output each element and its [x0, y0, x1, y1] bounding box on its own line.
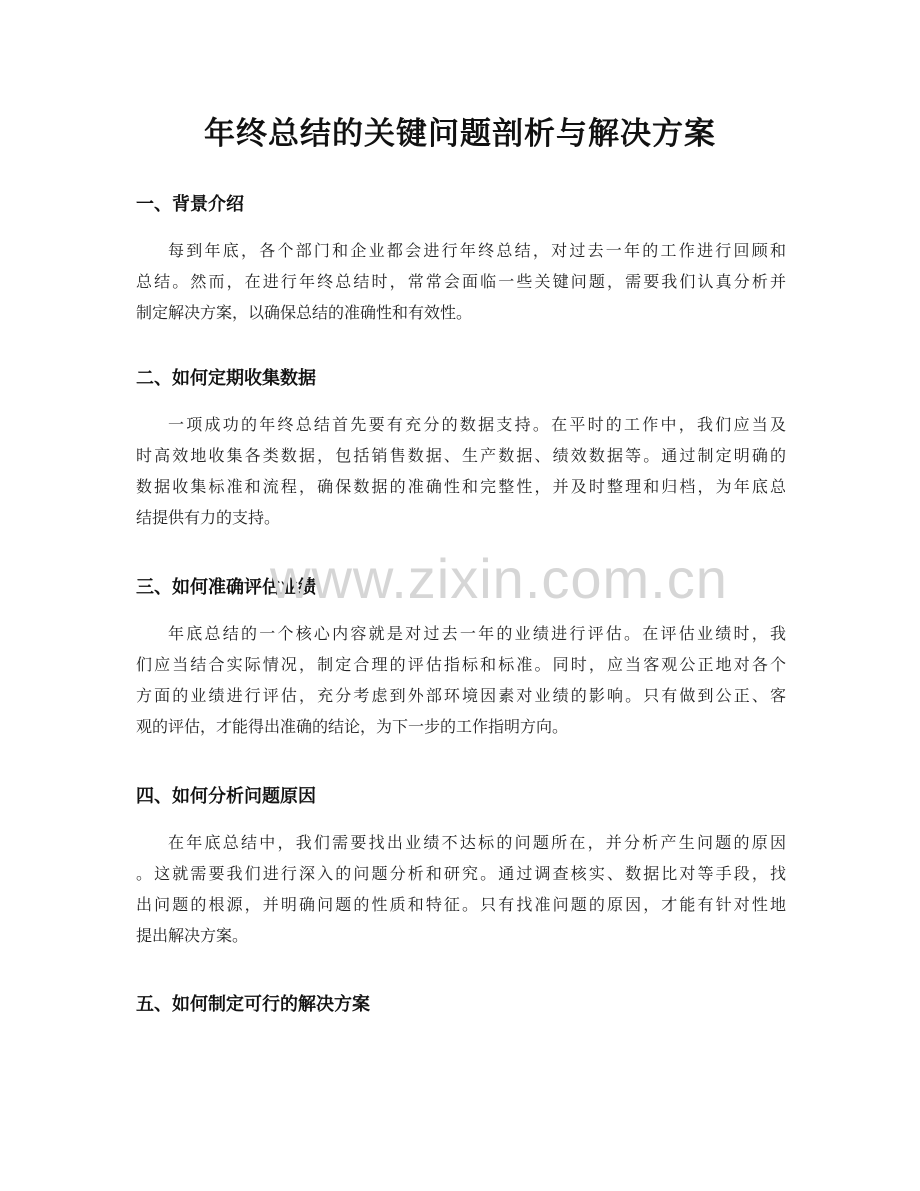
paragraph-line: 在年底总结中，我们需要找出业绩不达标的问题所在，并分析产生问题的原因: [168, 833, 786, 852]
section-paragraph-root-cause: [136, 827, 786, 951]
paragraph-line: 每到年底，各个部门和企业都会进行年终总结，对过去一年的工作进行回顾和: [168, 241, 786, 260]
section-paragraph-background: [136, 235, 786, 328]
paragraph-line: 出问题的根源，并明确问题的性质和特征。只有找准问题的原因，才能有针对性地: [136, 895, 786, 914]
paragraph-line: 提出解决方案。: [136, 926, 249, 945]
paragraph-line: 数据收集标准和流程，确保数据的准确性和完整性，并及时整理和归档，为年底总: [136, 477, 786, 496]
paragraph-line: 总结。然而，在进行年终总结时，常常会面临一些关键问题，需要我们认真分析并: [136, 272, 786, 291]
paragraph-line: 。这就需要我们进行深入的问题分析和研究。通过调查核实、数据比对等手段，找: [136, 864, 786, 883]
paragraph-line: 们应当结合实际情况，制定合理的评估指标和标准。同时，应当客观公正地对各个: [136, 655, 786, 674]
section-paragraph-data-collection: [136, 409, 786, 533]
section-heading-background: 一、背景介绍: [136, 194, 244, 215]
document-title: 年终总结的关键问题剖析与解决方案: [204, 116, 716, 152]
section-paragraph-performance: [136, 618, 786, 742]
section-heading-solutions: 五、如何制定可行的解决方案: [136, 994, 370, 1015]
section-heading-performance: 三、如何准确评估业绩: [136, 577, 316, 598]
paragraph-line: 方面的业绩进行评估，充分考虑到外部环境因素对业绩的影响。只有做到公正、客: [136, 686, 786, 705]
section-heading-data-collection: 二、如何定期收集数据: [136, 368, 316, 389]
paragraph-line: 结提供有力的支持。: [136, 508, 281, 527]
paragraph-line: 观的评估，才能得出准确的结论，为下一步的工作指明方向。: [136, 717, 569, 736]
paragraph-line: 一项成功的年终总结首先要有充分的数据支持。在平时的工作中，我们应当及: [168, 415, 786, 434]
section-heading-root-cause: 四、如何分析问题原因: [136, 786, 316, 807]
paragraph-line: 时高效地收集各类数据，包括销售数据、生产数据、绩效数据等。通过制定明确的: [136, 446, 786, 465]
paragraph-line: 制定解决方案，以确保总结的准确性和有效性。: [136, 303, 473, 322]
watermark: www.zixin.com.cn: [270, 547, 728, 610]
paragraph-line: 年底总结的一个核心内容就是对过去一年的业绩进行评估。在评估业绩时，我: [168, 624, 786, 643]
